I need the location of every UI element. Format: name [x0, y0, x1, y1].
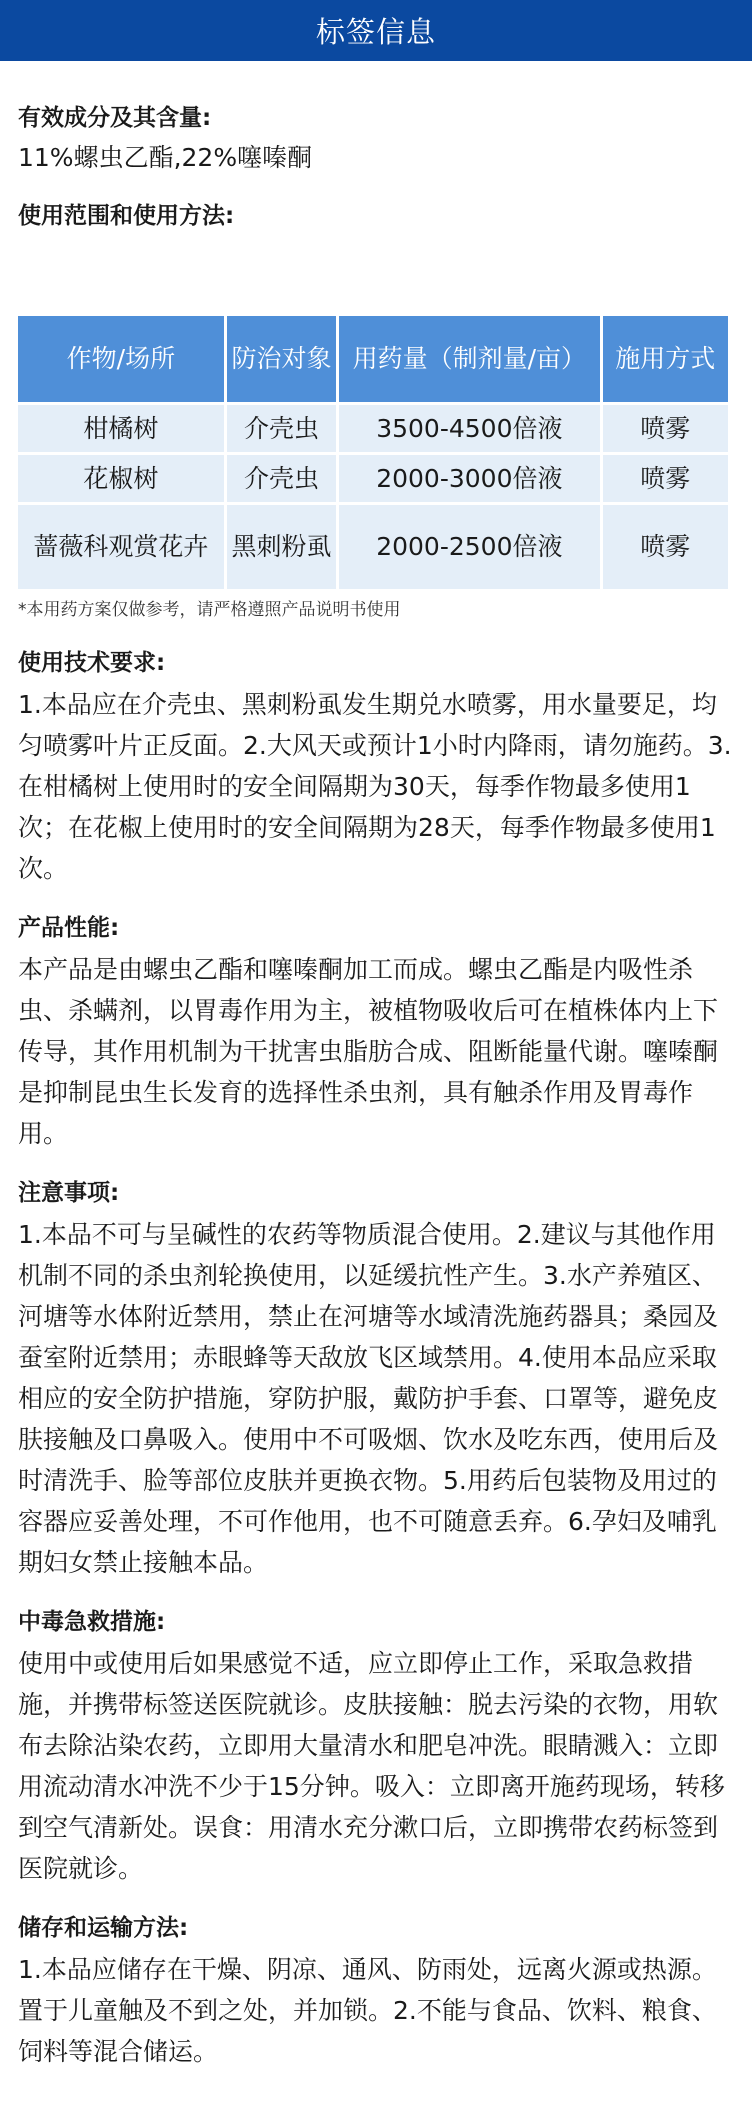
table-cell-dosage: 3500-4500倍液: [339, 405, 599, 452]
page-title: 标签信息: [315, 15, 436, 49]
table-row: [18, 405, 728, 452]
table-cell-dosage: 2000-2500倍液: [339, 505, 599, 589]
technical-section: [18, 646, 734, 889]
table-cell-crop: 蔷薇科观赏花卉: [18, 505, 224, 589]
storage-section: [18, 1911, 734, 2072]
ingredients-value: 11%螺虫乙酯,22%噻嗪酮: [18, 143, 313, 172]
table-cell-target: 黑刺粉虱: [227, 505, 336, 589]
performance-body: 本产品是由螺虫乙酯和噻嗪酮加工而成。螺虫乙酯是内吸性杀虫、杀螨剂，以胃毒作用为主，被植物吸收后可在植株体内上下传导，其作用机制为干扰害虫脂肪合成、阻断能量代谢。噻嗪酮是抑制昆虫生长发育的选择性杀虫剂，具有触杀作用及胃毒作用。: [18, 955, 719, 1148]
table-cell-target: 介壳虫: [227, 455, 336, 502]
usage-title: 使用范围和使用方法:: [18, 203, 235, 229]
table-cell-crop: 柑橘树: [18, 405, 224, 452]
technical-title: 使用技术要求:: [18, 650, 166, 676]
first-aid-body: 使用中或使用后如果感觉不适，应立即停止工作，采取急救措施，并携带标签送医院就诊。皮肤接触：脱去污染的衣物，用软布去除沾染农药，立即用大量清水和肥皂冲洗。眼睛溅入：立即用流动清水冲洗不少于15分钟。吸入：立即离开施药现场，转移到空气清新处。误食：用清水充分漱口后，立即携带农药标签到医院就诊。: [18, 1649, 725, 1883]
table-cell-method: 喷雾: [603, 455, 728, 502]
precautions-body: 1.本品不可与呈碱性的农药等物质混合使用。2.建议与其他作用机制不同的杀虫剂轮换使用，以延缓抗性产生。3.水产养殖区、河塘等水体附近禁用，禁止在河塘等水域清洗施药器具；桑园及蚕室附近禁用；赤眼蜂等天敌放飞区域禁用。4.使用本品应采取相应的安全防护措施，穿防护服，戴防护手套、口罩等，避免皮肤接触及口鼻吸入。使用中不可吸烟、饮水及吃东西，使用后及时清洗手、脸等部位皮肤并更换衣物。5.用药后包装物及用过的容器应妥善处理，不可作他用，也不可随意丢弃。6.孕妇及哺乳期妇女禁止接触本品。: [18, 1220, 719, 1577]
table-cell-method: 喷雾: [603, 405, 728, 452]
storage-title: 储存和运输方法:: [18, 1915, 189, 1941]
table-cell-target: 介壳虫: [227, 405, 336, 452]
storage-body: 1.本品应储存在干燥、阴凉、通风、防雨处，远离火源或热源。置于儿童触及不到之处，并加锁。2.不能与食品、饮料、粮食、饲料等混合储运。: [18, 1955, 717, 2066]
technical-body: 1.本品应在介壳虫、黑刺粉虱发生期兑水喷雾，用水量要足，均匀喷雾叶片正反面。2.大风天或预计1小时内降雨，请勿施药。3.在柑橘树上使用时的安全间隔期为30天，每季作物最多使用1次；在花椒上使用时的安全间隔期为28天，每季作物最多使用1次。: [18, 690, 732, 883]
column-header-crop: 作物/场所: [18, 316, 224, 402]
column-header-dosage: 用药量（制剂量/亩）: [339, 316, 599, 402]
column-header-target: 防治对象: [227, 316, 336, 402]
table-row: [18, 455, 728, 502]
first-aid-section: [18, 1605, 734, 1889]
table-cell-method: 喷雾: [603, 505, 728, 589]
label-content: [0, 61, 752, 2072]
column-header-method: 施用方式: [603, 316, 728, 402]
usage-note: *本用药方案仅做参考，请严格遵照产品说明书使用: [18, 600, 401, 620]
ingredients-title: 有效成分及其含量:: [18, 105, 212, 131]
table-cell-dosage: 2000-3000倍液: [339, 455, 599, 502]
table-row: [18, 505, 728, 589]
table-cell-crop: 花椒树: [18, 455, 224, 502]
performance-title: 产品性能:: [18, 915, 120, 941]
table-header-row: [18, 316, 728, 402]
usage-section: [18, 199, 734, 622]
precautions-title: 注意事项:: [18, 1180, 120, 1206]
page-header: [0, 0, 752, 61]
first-aid-title: 中毒急救措施:: [18, 1609, 166, 1635]
precautions-section: [18, 1176, 734, 1583]
ingredients-section: [18, 101, 734, 177]
dosage-table: [15, 313, 731, 592]
performance-section: [18, 911, 734, 1154]
